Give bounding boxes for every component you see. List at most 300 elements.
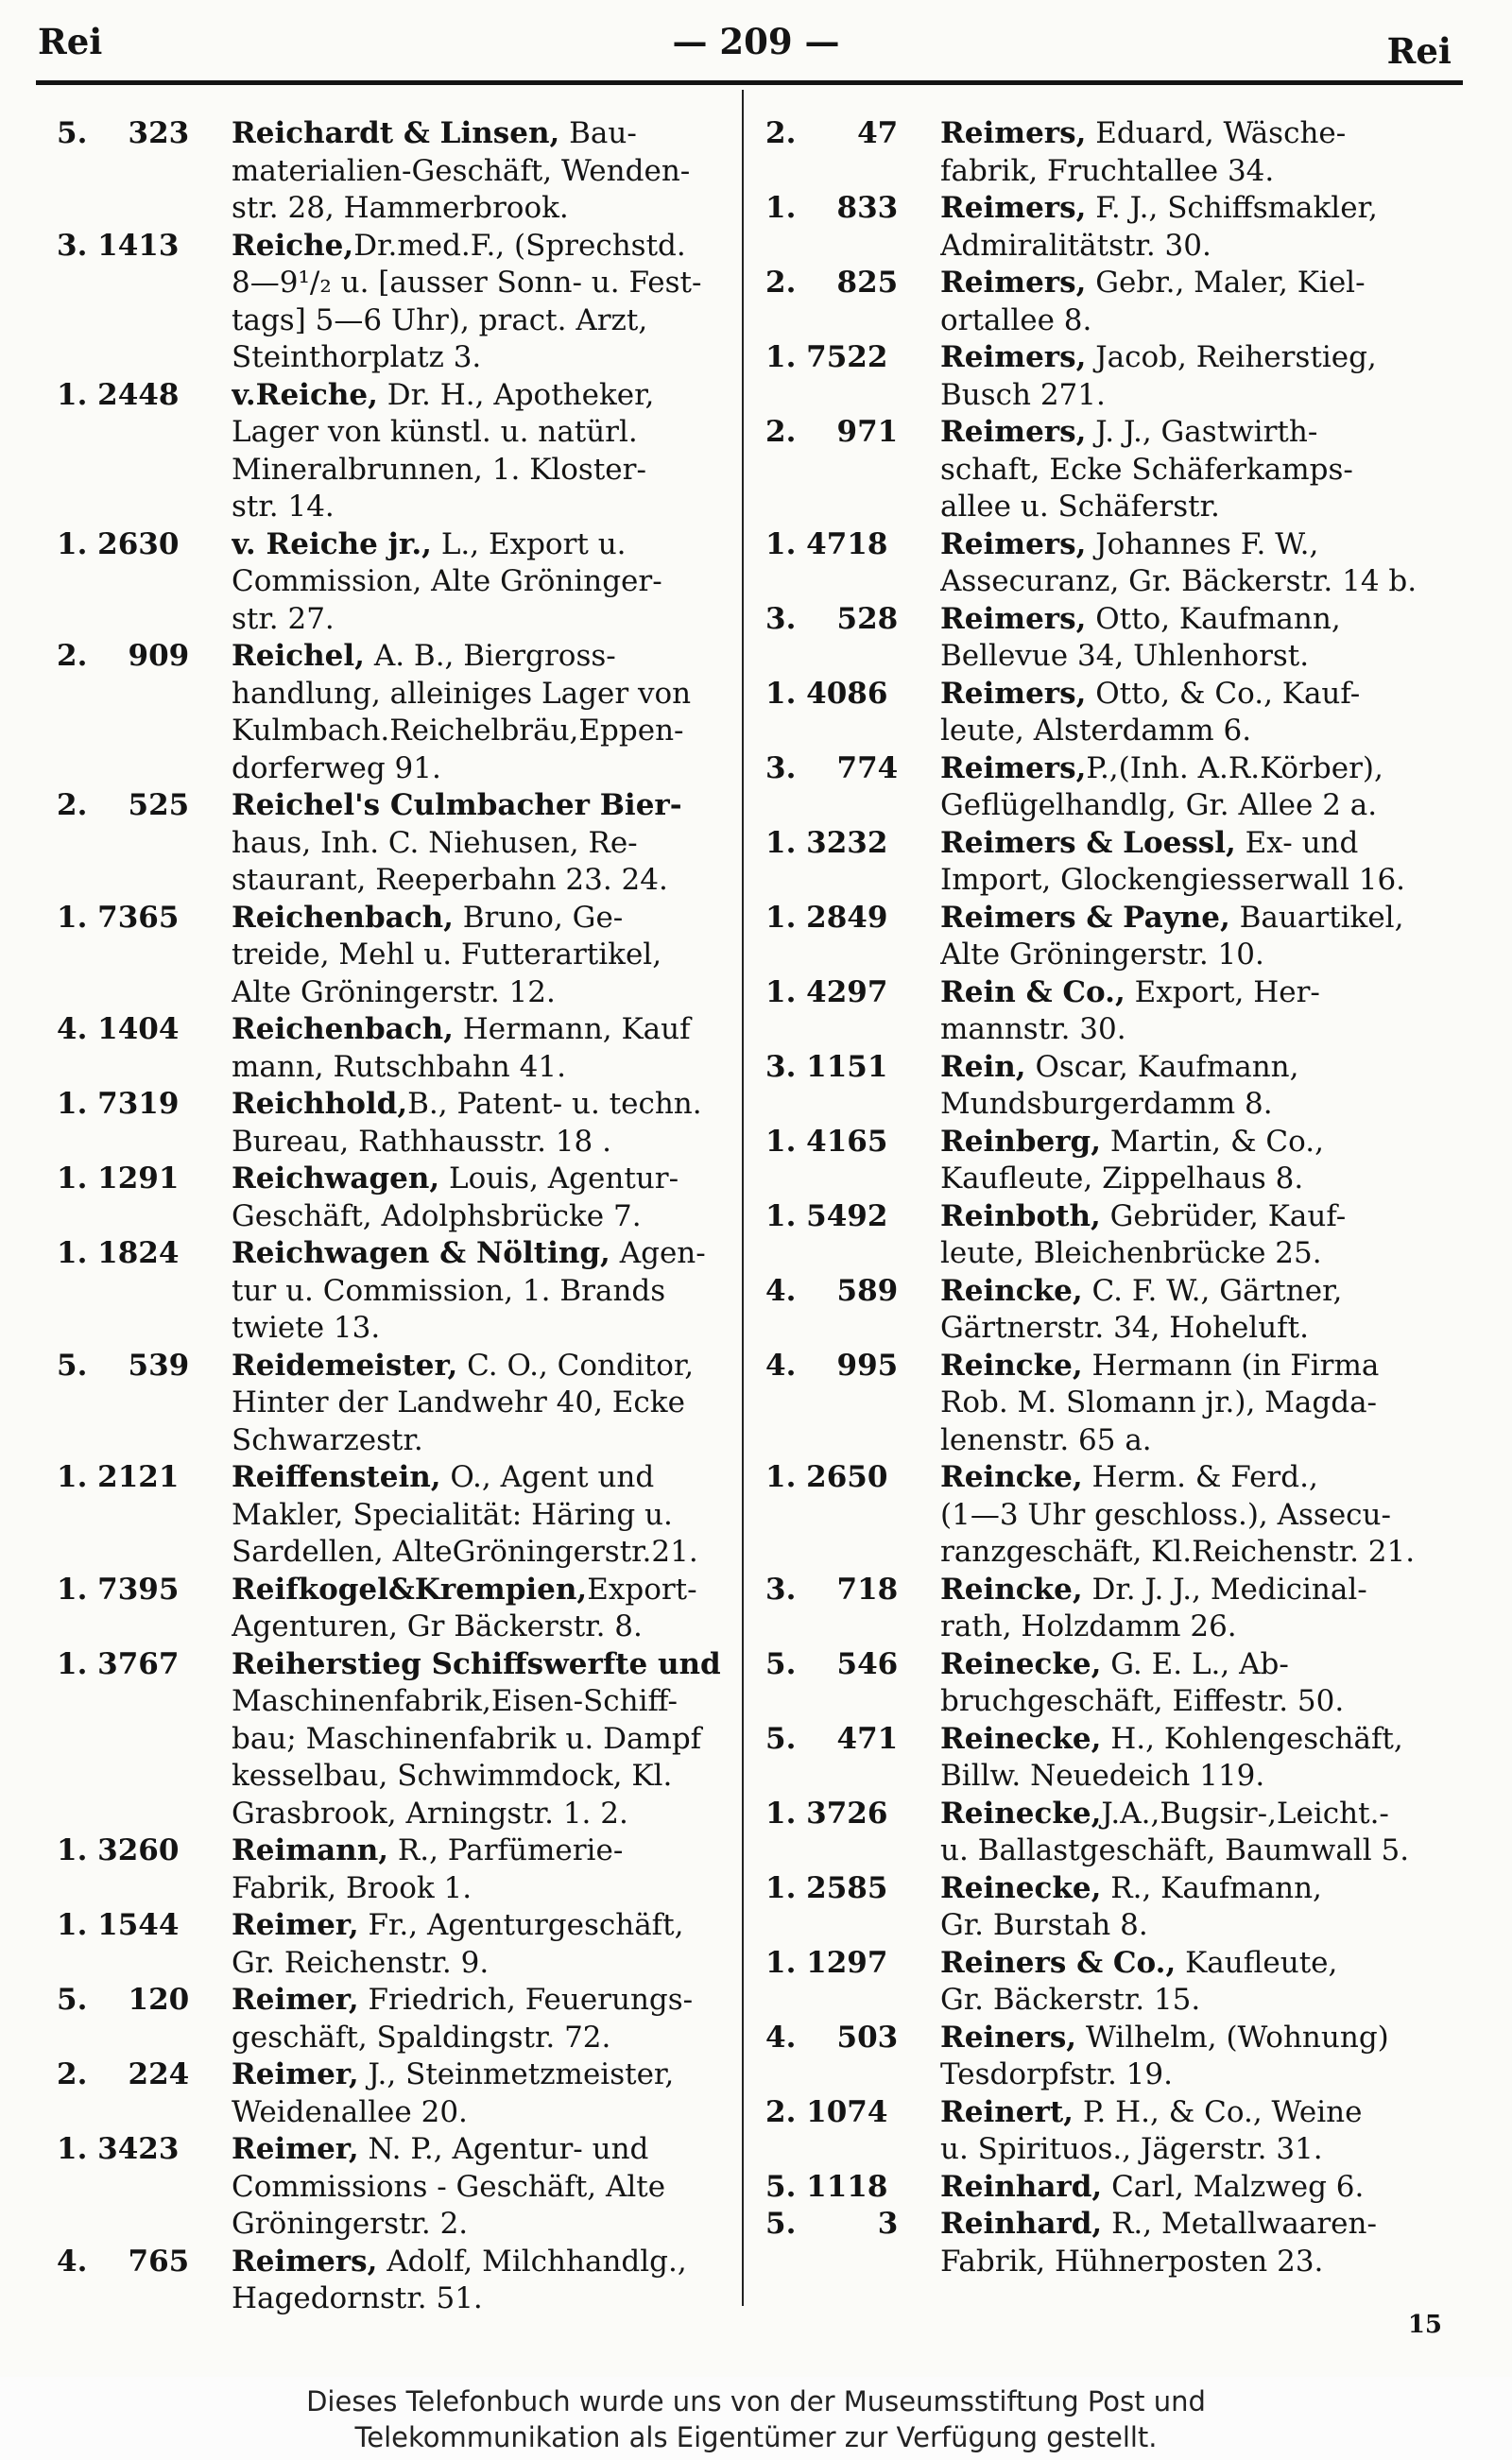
entry-name: Reimer, xyxy=(232,2057,359,2091)
directory-entry xyxy=(57,1572,756,1646)
entry-line: materialien-Geschäft, Wenden- xyxy=(232,153,691,188)
entry-text xyxy=(232,228,756,377)
directory-entry xyxy=(57,1459,756,1572)
phone-number: 5. 120 xyxy=(57,1983,190,2017)
entry-text xyxy=(940,974,1465,1049)
entry-line: str. 14. xyxy=(232,490,335,524)
entry-text xyxy=(232,900,756,1012)
entry-name: Reichenbach, xyxy=(232,1012,454,1046)
entry-line: handlung, alleiniges Lager von xyxy=(232,676,692,711)
entry-text xyxy=(940,1049,1465,1124)
phone-number: 1. 3260 xyxy=(57,1833,180,1867)
phone-number: 4. 503 xyxy=(765,2020,899,2055)
entry-name: Reimers, xyxy=(940,266,1087,300)
directory-entry xyxy=(765,1273,1465,1348)
entry-text xyxy=(232,1572,756,1646)
entry-line: Makler, Specialität: Häring u. xyxy=(232,1497,673,1532)
entry-name: Reidemeister, xyxy=(232,1348,458,1383)
entry-line: Fabrik, Hühnerposten 23. xyxy=(940,2244,1324,2279)
entry-line: Rein, Oscar, Kaufmann, xyxy=(940,1049,1299,1084)
entry-text xyxy=(232,1459,756,1572)
entry-name: Reimers, xyxy=(232,2244,378,2279)
entry-text xyxy=(940,2206,1465,2280)
entry-line: Gröningerstr. 2. xyxy=(232,2207,469,2241)
entry-name: Reincke, xyxy=(940,1460,1083,1494)
entry-text xyxy=(940,676,1465,750)
directory-entry xyxy=(765,825,1465,900)
directory-entry xyxy=(57,2244,756,2318)
entry-line: Geflügelhandlg, Gr. Allee 2 a. xyxy=(940,788,1378,822)
directory-entry xyxy=(57,787,756,900)
entry-line: dorferweg 91. xyxy=(232,750,441,785)
entry-name: Reimers, xyxy=(940,750,1087,785)
entry-line: Reincke, C. F. W., Gärtner, xyxy=(940,1273,1343,1308)
entry-text xyxy=(232,2131,756,2244)
entry-text xyxy=(232,2056,756,2131)
entry-line: Reimers, F. J., Schiffsmakler, xyxy=(940,191,1378,225)
entry-line: Reimer, Friedrich, Feuerungs- xyxy=(232,1983,694,2017)
entry-name: Reichel, xyxy=(232,639,365,673)
entry-line: Lager von künstl. u. natürl. xyxy=(232,415,638,449)
entry-line: Reinert, P. H., & Co., Weine xyxy=(940,2094,1363,2129)
directory-entry xyxy=(765,414,1465,526)
directory-entry xyxy=(765,2206,1465,2280)
entry-line: Billw. Neuedeich 119. xyxy=(940,1759,1265,1793)
entry-line: leute, Bleichenbrücke 25. xyxy=(940,1236,1322,1270)
entry-name: Reimers & Loessl, xyxy=(940,825,1236,860)
phone-number: 4. 589 xyxy=(765,1273,899,1308)
phone-number: 1. 2650 xyxy=(765,1460,888,1494)
phone-number: 5. 471 xyxy=(765,1721,899,1756)
entry-text xyxy=(940,1870,1465,1945)
entry-line: Gr. Reichenstr. 9. xyxy=(232,1945,490,1980)
phone-number: 3. 1151 xyxy=(765,1049,888,1084)
entry-text xyxy=(232,1086,756,1161)
entry-line: Import, Glockengiesserwall 16. xyxy=(940,863,1406,897)
entry-line: u. Ballastgeschäft, Baumwall 5. xyxy=(940,1833,1410,1867)
phone-number: 1. 4718 xyxy=(765,526,888,561)
directory-entry xyxy=(57,1646,756,1833)
directory-entry xyxy=(765,1198,1465,1273)
entry-line: Reincke, Hermann (in Firma xyxy=(940,1348,1380,1383)
entry-line: Commission, Alte Gröninger- xyxy=(232,564,662,598)
phone-number: 1. 4086 xyxy=(765,676,888,711)
entry-name: Reimer, xyxy=(232,1983,359,2017)
entry-name: Reincke, xyxy=(940,1348,1083,1383)
phone-number: 1. 1297 xyxy=(765,1945,888,1980)
directory-entry xyxy=(765,190,1465,265)
entry-line: Reimers & Loessl, Ex- und xyxy=(940,825,1359,860)
entry-line: Reimer, N. P., Agentur- und xyxy=(232,2132,649,2166)
directory-entry xyxy=(57,1086,756,1161)
directory-entry xyxy=(765,265,1465,339)
phone-number: 1. 2849 xyxy=(765,900,888,935)
phone-number: 2. 825 xyxy=(765,266,899,300)
entry-line: Reichhold,B., Patent- u. techn. xyxy=(232,1087,702,1121)
entry-name: Reiners, xyxy=(940,2020,1077,2055)
entry-line: Maschinenfabrik,Eisen-Schiff- xyxy=(232,1684,678,1718)
entry-text xyxy=(940,1273,1465,1348)
directory-entry xyxy=(765,1124,1465,1198)
entry-text xyxy=(940,750,1465,825)
entry-text xyxy=(940,190,1465,265)
phone-number: 2. 909 xyxy=(57,639,190,673)
entry-line: mannstr. 30. xyxy=(940,1012,1126,1046)
phone-number: 1. 3767 xyxy=(57,1646,180,1681)
entry-line: Reichenbach, Bruno, Ge- xyxy=(232,900,624,935)
entry-text xyxy=(940,1646,1465,1721)
entry-text xyxy=(232,1982,756,2056)
entry-text xyxy=(232,115,756,228)
phone-number: 5. 3 xyxy=(765,2207,899,2241)
entry-text xyxy=(232,638,756,787)
entry-name: Reinberg, xyxy=(940,1124,1102,1159)
phone-number: 3. 718 xyxy=(765,1572,899,1607)
entry-name: Reiche, xyxy=(232,228,354,263)
directory-entry xyxy=(765,1646,1465,1721)
entry-name: Reichel's Culmbacher Bier- xyxy=(232,788,682,822)
entry-line: Gärtnerstr. 34, Hoheluft. xyxy=(940,1311,1309,1345)
entry-line: Reinboth, Gebrüder, Kauf- xyxy=(940,1198,1347,1233)
entry-line: Kulmbach.Reichelbräu,Eppen- xyxy=(232,714,684,748)
entry-name: Reichardt & Linsen, xyxy=(232,116,560,150)
phone-number: 3. 1413 xyxy=(57,228,180,263)
directory-entry xyxy=(765,1049,1465,1124)
phone-number: 5. 539 xyxy=(57,1348,190,1383)
entry-text xyxy=(940,115,1465,190)
phone-number: 2. 224 xyxy=(57,2057,190,2091)
entry-line: geschäft, Spaldingstr. 72. xyxy=(232,2020,611,2055)
entry-name: Reiherstieg Schiffswerfte und xyxy=(232,1646,721,1681)
entry-text xyxy=(940,2169,1465,2207)
phone-number: 1. 7522 xyxy=(765,340,888,374)
phone-number: 1. 833 xyxy=(765,191,899,225)
entry-text xyxy=(232,1646,756,1833)
entry-line: Reimers, Adolf, Milchhandlg., xyxy=(232,2244,687,2279)
entry-name: Reimer, xyxy=(232,1908,359,1942)
directory-entry xyxy=(765,2169,1465,2207)
directory-entry xyxy=(765,2020,1465,2094)
entry-line: Sardellen, AlteGröningerstr.21. xyxy=(232,1535,698,1569)
entry-text xyxy=(940,1124,1465,1198)
entry-line: v. Reiche jr., L., Export u. xyxy=(232,526,627,561)
directory-entry xyxy=(765,900,1465,974)
entry-text xyxy=(940,1572,1465,1646)
entry-line: 8—9¹/₂ u. [ausser Sonn- u. Fest- xyxy=(232,266,702,300)
entry-line: Assecuranz, Gr. Bäckerstr. 14 b. xyxy=(940,564,1418,598)
entry-name: Reinecke, xyxy=(940,1721,1102,1756)
phone-number: 1. 4165 xyxy=(765,1124,888,1159)
signature-mark: 15 xyxy=(1407,2311,1442,2339)
directory-entry xyxy=(57,377,756,526)
directory-entry xyxy=(57,1161,756,1235)
entry-name: Rein & Co., xyxy=(940,974,1125,1009)
entry-line: mann, Rutschbahn 41. xyxy=(232,1049,566,1084)
phone-number: 2. 1074 xyxy=(765,2094,888,2129)
entry-line: (1—3 Uhr geschloss.), Assecu- xyxy=(940,1497,1391,1532)
entry-text xyxy=(940,414,1465,526)
directory-entry xyxy=(765,1945,1465,2020)
entry-line: Fabrik, Brook 1. xyxy=(232,1870,472,1905)
entry-line: Steinthorplatz 3. xyxy=(232,340,482,374)
entry-line: Reimers, Gebr., Maler, Kiel- xyxy=(940,266,1366,300)
entry-name: Reinhard, xyxy=(940,2207,1103,2241)
header-rule xyxy=(36,80,1463,85)
entry-line: Schwarzestr. xyxy=(232,1422,423,1457)
entry-line: Reichwagen & Nölting, Agen- xyxy=(232,1236,706,1270)
entry-line: Rein & Co., Export, Her- xyxy=(940,974,1320,1009)
entry-line: bruchgeschäft, Eiffestr. 50. xyxy=(940,1684,1345,1718)
directory-entry xyxy=(57,228,756,377)
entry-text xyxy=(940,1796,1465,1870)
entry-line: Reimers,P.,(Inh. A.R.Körber), xyxy=(940,750,1383,785)
entry-line: Gr. Burstah 8. xyxy=(940,1908,1148,1942)
entry-line: ranzgeschäft, Kl.Reichenstr. 21. xyxy=(940,1535,1416,1569)
phone-number: 1. 2630 xyxy=(57,526,180,561)
entry-name: Reiners & Co., xyxy=(940,1945,1177,1980)
phone-number: 2. 525 xyxy=(57,788,190,822)
running-head-right: Rei xyxy=(1386,30,1452,72)
entry-line: Reimers, Johannes F. W., xyxy=(940,526,1319,561)
entry-line: Grasbrook, Arningstr. 1. 2. xyxy=(232,1796,628,1831)
footer-line-1: Dieses Telefonbuch wurde uns von der Museumsstiftung Post und xyxy=(306,2385,1206,2417)
entry-line: Reinecke, G. E. L., Ab- xyxy=(940,1646,1289,1681)
entry-line: Reiffenstein, O., Agent und xyxy=(232,1460,655,1494)
entry-line: Reidemeister, C. O., Conditor, xyxy=(232,1348,695,1383)
entry-line: Hinter der Landwehr 40, Ecke xyxy=(232,1385,685,1419)
entry-line: Reincke, Herm. & Ferd., xyxy=(940,1460,1318,1494)
entry-line: Reichwagen, Louis, Agentur- xyxy=(232,1161,679,1196)
entry-text xyxy=(940,2094,1465,2169)
phone-number: 1. 2121 xyxy=(57,1460,180,1494)
entry-line: Reiners, Wilhelm, (Wohnung) xyxy=(940,2020,1389,2055)
page-number: — 209 — xyxy=(672,21,840,62)
directory-entry xyxy=(57,2131,756,2244)
entry-name: Reinecke, xyxy=(940,1796,1102,1831)
phone-number: 4. 995 xyxy=(765,1348,899,1383)
phone-number: 1. 1291 xyxy=(57,1161,180,1196)
entry-name: Reincke, xyxy=(940,1273,1083,1308)
directory-entry xyxy=(57,900,756,1012)
directory-entry xyxy=(765,974,1465,1049)
entry-name: Reimers, xyxy=(940,676,1087,711)
entry-name: Rein, xyxy=(940,1049,1026,1084)
entry-name: Reifkogel&Krempien, xyxy=(232,1572,588,1607)
entry-line: Bureau, Rathhausstr. 18 . xyxy=(232,1124,611,1159)
entry-line: Weidenallee 20. xyxy=(232,2094,468,2129)
entry-name: Reinboth, xyxy=(940,1198,1101,1233)
entry-line: tags] 5—6 Uhr), pract. Arzt, xyxy=(232,302,648,337)
entry-line: schaft, Ecke Schäferkamps- xyxy=(940,452,1353,487)
entry-text xyxy=(232,1161,756,1235)
directory-entry xyxy=(765,1459,1465,1572)
entry-line: Geschäft, Adolphsbrücke 7. xyxy=(232,1198,642,1233)
phone-number: 5. 323 xyxy=(57,116,190,150)
entry-text xyxy=(232,1235,756,1348)
entry-name: Reimers, xyxy=(940,191,1087,225)
entry-name: Reichhold, xyxy=(232,1087,408,1121)
entry-line: Reichel, A. B., Biergross- xyxy=(232,639,616,673)
phone-number: 2. 47 xyxy=(765,116,899,150)
entry-name: Reimers, xyxy=(940,415,1087,449)
entry-line: Reinecke, R., Kaufmann, xyxy=(940,1870,1322,1905)
entry-line: Mineralbrunnen, 1. Kloster- xyxy=(232,452,646,487)
phone-number: 4. 1404 xyxy=(57,1012,180,1046)
entry-line: Alte Gröningerstr. 10. xyxy=(940,938,1264,972)
entry-line: Reimers, Jacob, Reiherstieg, xyxy=(940,340,1377,374)
directory-entry xyxy=(765,526,1465,601)
phone-number: 1. 3726 xyxy=(765,1796,888,1831)
entry-name: Reinhard, xyxy=(940,2169,1103,2204)
directory-entry xyxy=(765,750,1465,825)
entry-text xyxy=(940,900,1465,974)
entry-text xyxy=(940,339,1465,414)
directory-entry xyxy=(765,601,1465,676)
entry-line: str. 27. xyxy=(232,601,335,636)
entry-line: lenenstr. 65 a. xyxy=(940,1422,1152,1457)
entry-line: twiete 13. xyxy=(232,1311,381,1345)
entry-name: Reiffenstein, xyxy=(232,1460,441,1494)
entry-line: Reinberg, Martin, & Co., xyxy=(940,1124,1324,1159)
phone-number: 1. 4297 xyxy=(765,974,888,1009)
entry-line: ortallee 8. xyxy=(940,302,1092,337)
entry-line: Reimer, J., Steinmetzmeister, xyxy=(232,2057,675,2091)
right-column xyxy=(765,115,1465,2280)
entry-line: Tesdorpfstr. 19. xyxy=(940,2057,1173,2091)
entry-text xyxy=(940,1198,1465,1273)
entry-line: Gr. Bäckerstr. 15. xyxy=(940,1983,1201,2017)
entry-line: Commissions - Geschäft, Alte xyxy=(232,2169,666,2204)
entry-text xyxy=(940,2020,1465,2094)
entry-text xyxy=(232,1348,756,1460)
footer-line-2: Telekommunikation als Eigentümer zur Verfügung gestellt. xyxy=(354,2421,1158,2453)
entry-text xyxy=(232,526,756,639)
directory-entry xyxy=(57,1982,756,2056)
phone-number: 2. 971 xyxy=(765,415,899,449)
entry-line: Kaufleute, Zippelhaus 8. xyxy=(940,1161,1304,1196)
entry-text xyxy=(940,1721,1465,1796)
entry-line: Hagedornstr. 51. xyxy=(232,2281,483,2315)
entry-line: u. Spirituos., Jägerstr. 31. xyxy=(940,2132,1323,2166)
entry-line: Reichardt & Linsen, Bau- xyxy=(232,116,637,150)
directory-entry xyxy=(57,2056,756,2131)
entry-line: staurant, Reeperbahn 23. 24. xyxy=(232,863,668,897)
entry-name: v.Reiche, xyxy=(232,377,378,412)
phone-number: 5. 1118 xyxy=(765,2169,888,2204)
directory-entry xyxy=(765,676,1465,750)
entry-name: Reichwagen & Nölting, xyxy=(232,1236,610,1270)
entry-line: leute, Alsterdamm 6. xyxy=(940,714,1252,748)
phone-number: 1. 2448 xyxy=(57,377,180,412)
phone-number: 1. 7319 xyxy=(57,1087,180,1121)
directory-entry xyxy=(765,1348,1465,1460)
directory-entry xyxy=(57,1235,756,1348)
entry-text xyxy=(232,1832,756,1907)
running-head-left: Rei xyxy=(38,21,103,62)
directory-entry xyxy=(765,1796,1465,1870)
directory-entry xyxy=(765,1870,1465,1945)
entry-line: str. 28, Hammerbrook. xyxy=(232,191,569,225)
phone-number: 5. 546 xyxy=(765,1646,899,1681)
entry-line: Reimers & Payne, Bauartikel, xyxy=(940,900,1404,935)
entry-name: Reimers, xyxy=(940,340,1087,374)
directory-entry xyxy=(765,1572,1465,1646)
entry-line: Mundsburgerdamm 8. xyxy=(940,1087,1273,1121)
entry-line xyxy=(232,787,756,825)
entry-name: Reincke, xyxy=(940,1572,1083,1607)
phone-number: 1. 1544 xyxy=(57,1908,180,1942)
phone-number: 1. 7365 xyxy=(57,900,180,935)
directory-entry xyxy=(57,1011,756,1086)
entry-line: v.Reiche, Dr. H., Apotheker, xyxy=(232,377,655,412)
entry-line: tur u. Commission, 1. Brands xyxy=(232,1273,666,1308)
entry-line: Alte Gröningerstr. 12. xyxy=(232,974,556,1009)
directory-entry xyxy=(57,1907,756,1982)
entry-line: Admiralitätstr. 30. xyxy=(940,228,1211,263)
entry-line: allee u. Schäferstr. xyxy=(940,490,1220,524)
entry-name: Reimer, xyxy=(232,2132,359,2166)
entry-text xyxy=(232,1907,756,1982)
entry-line: Busch 271. xyxy=(940,377,1106,412)
entry-text xyxy=(940,265,1465,339)
directory-entry xyxy=(57,1832,756,1907)
entry-line: Reiche,Dr.med.F., (Sprechstd. xyxy=(232,228,686,263)
footer-notice xyxy=(0,2377,1512,2460)
entry-text xyxy=(232,787,756,900)
phone-number: 3. 528 xyxy=(765,601,899,636)
entry-line xyxy=(232,1646,756,1684)
left-column xyxy=(57,115,756,2318)
entry-text xyxy=(940,601,1465,676)
entry-line: Reimer, Fr., Agenturgeschäft, xyxy=(232,1908,684,1942)
entry-line: Reichenbach, Hermann, Kauf xyxy=(232,1012,691,1046)
entry-name: Reichenbach, xyxy=(232,900,454,935)
entry-name: Reimers, xyxy=(940,526,1087,561)
entry-line: Reifkogel&Krempien,Export- xyxy=(232,1572,697,1607)
phone-number: 1. 5492 xyxy=(765,1198,888,1233)
entry-line: Rob. M. Slomann jr.), Magda- xyxy=(940,1385,1378,1419)
entry-line: Reinhard, R., Metallwaaren- xyxy=(940,2207,1377,2241)
entry-name: Reimers, xyxy=(940,116,1087,150)
entry-line: kesselbau, Schwimmdock, Kl. xyxy=(232,1759,673,1793)
entry-line: Reinecke, H., Kohlengeschäft, xyxy=(940,1721,1403,1756)
entry-line: Reimers, J. J., Gastwirth- xyxy=(940,415,1318,449)
phone-number: 4. 765 xyxy=(57,2244,190,2279)
phone-number: 1. 3232 xyxy=(765,825,888,860)
directory-entry xyxy=(765,2094,1465,2169)
entry-text xyxy=(232,1011,756,1086)
entry-line: Reimann, R., Parfümerie- xyxy=(232,1833,624,1867)
entry-text xyxy=(940,825,1465,900)
entry-text xyxy=(940,526,1465,601)
entry-name: Reimann, xyxy=(232,1833,389,1867)
phone-number: 3. 774 xyxy=(765,750,899,785)
entry-line: Reiners & Co., Kaufleute, xyxy=(940,1945,1338,1980)
phone-number: 1. 2585 xyxy=(765,1870,888,1905)
entry-text xyxy=(232,377,756,526)
phone-number: 1. 1824 xyxy=(57,1236,180,1270)
entry-line: Reinecke,J.A.,Bugsir-,Leicht.- xyxy=(940,1796,1389,1831)
entry-line: Reimers, Otto, Kaufmann, xyxy=(940,601,1341,636)
phone-number: 1. 7395 xyxy=(57,1572,180,1607)
entry-line: Reimers, Eduard, Wäsche- xyxy=(940,116,1347,150)
entry-name: Reichwagen, xyxy=(232,1161,440,1196)
entry-text xyxy=(232,2244,756,2318)
entry-name: Reinecke, xyxy=(940,1646,1102,1681)
entry-line: rath, Holzdamm 26. xyxy=(940,1609,1237,1643)
entry-line: treide, Mehl u. Futterartikel, xyxy=(232,938,662,972)
entry-line: haus, Inh. C. Niehusen, Re- xyxy=(232,825,638,860)
